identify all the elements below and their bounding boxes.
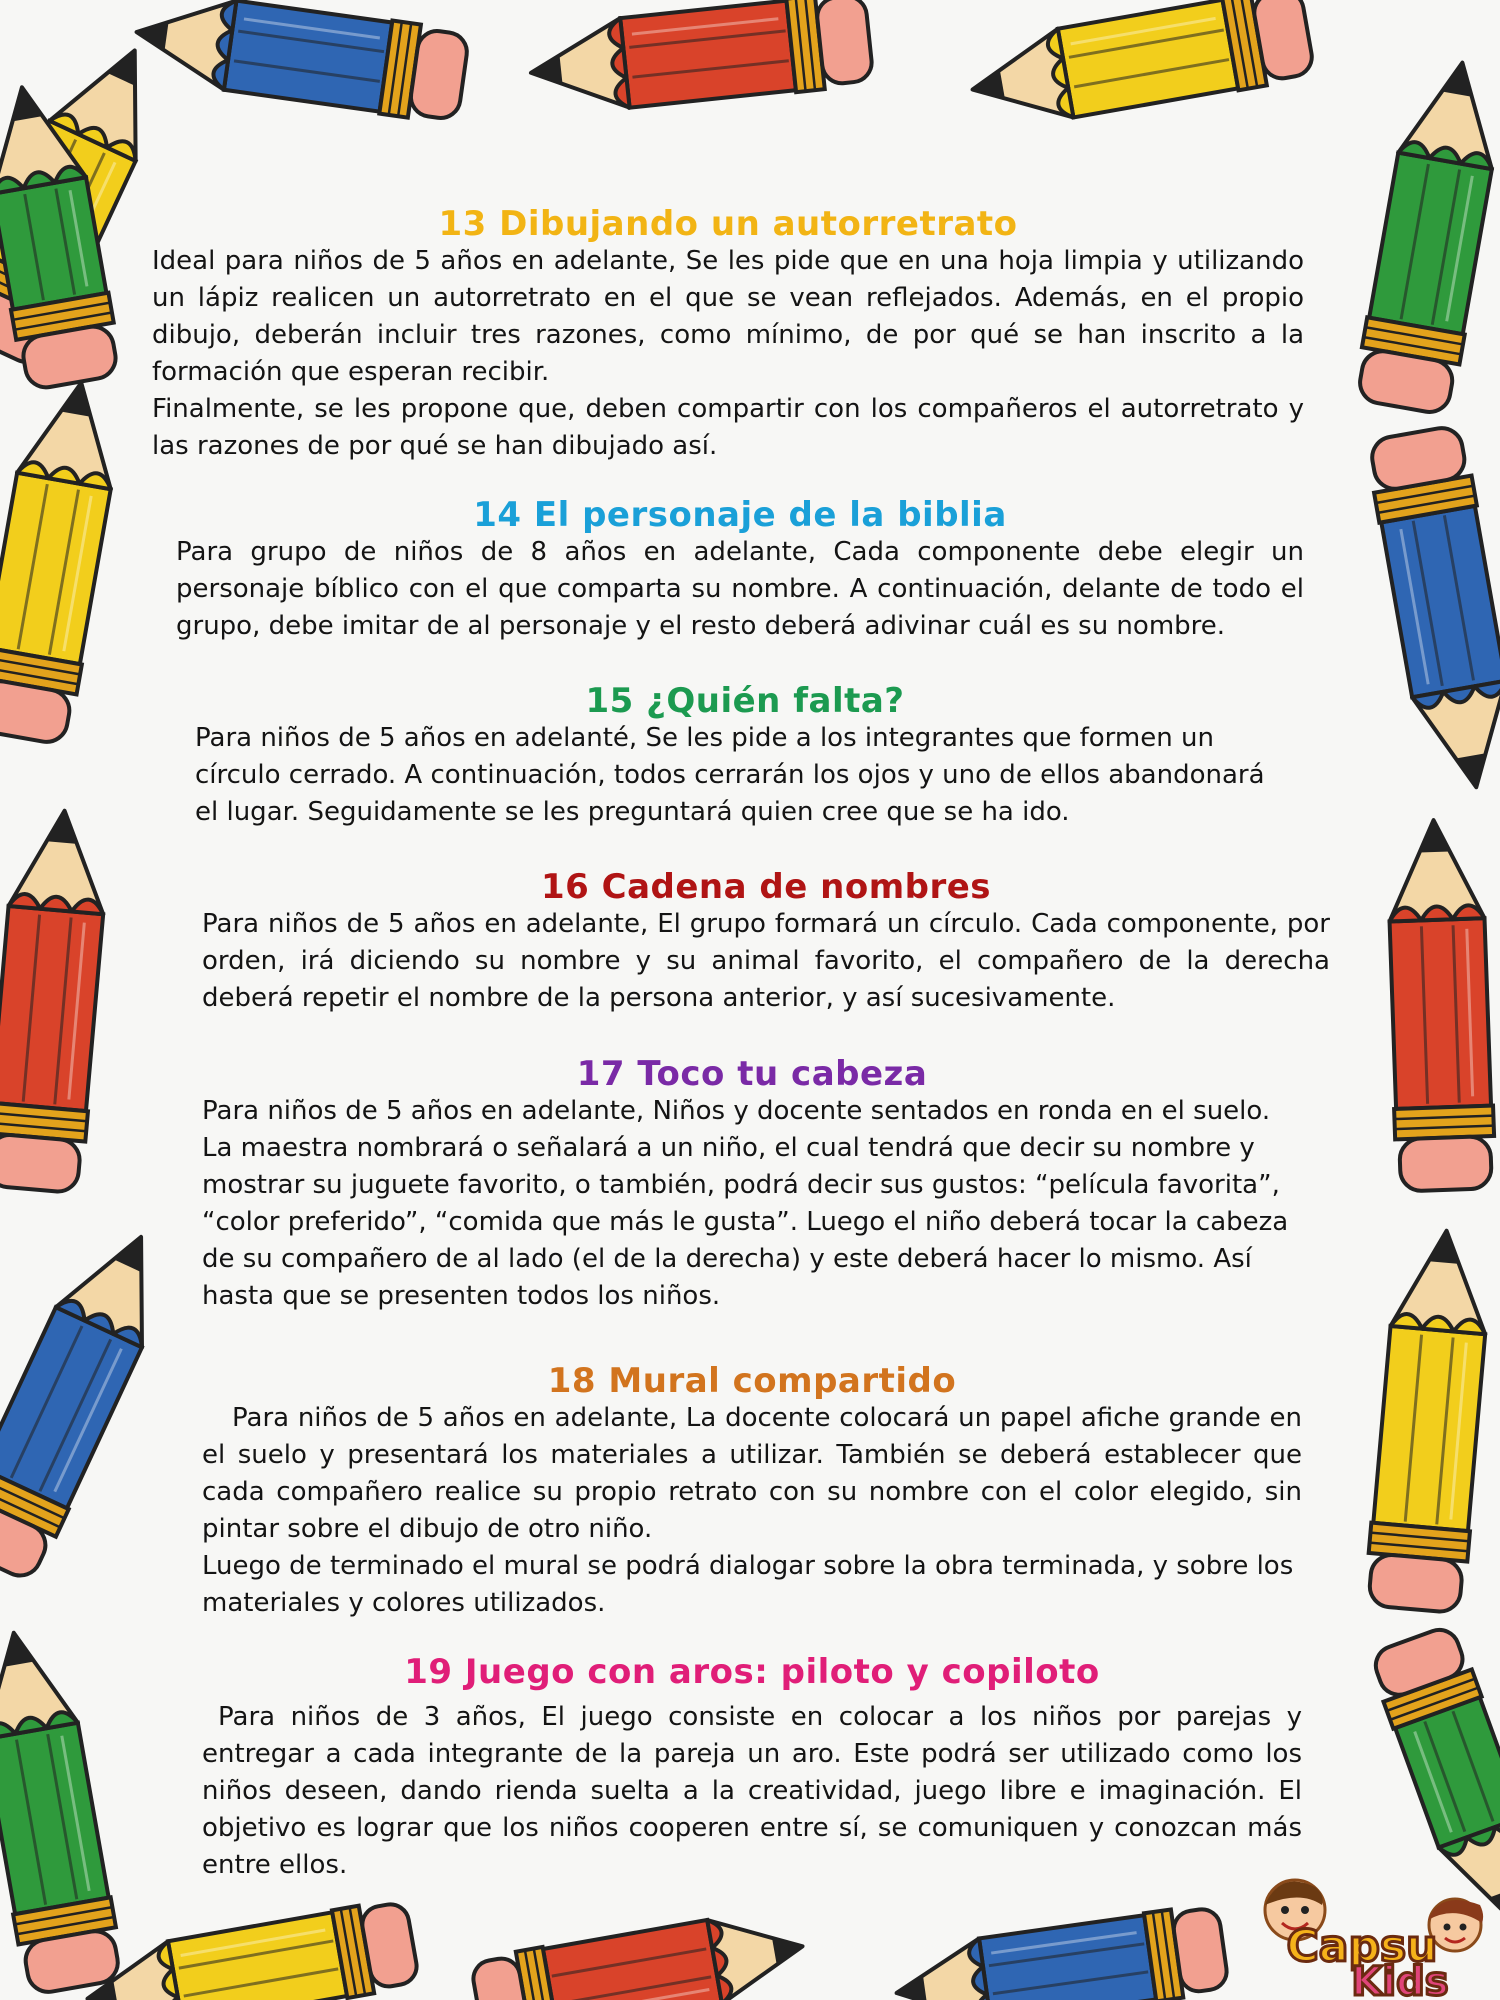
section-title: 18 Mural compartido (547, 1361, 957, 1401)
section-18 (202, 1362, 1302, 1622)
pencil-icon (1364, 1226, 1496, 1613)
pencil-icon (470, 1903, 810, 2000)
pencil-icon (964, 0, 1315, 136)
section-body (202, 1093, 1302, 1315)
logo-line2: Kids (1351, 1959, 1449, 2000)
pencil-icon (1365, 424, 1500, 796)
section-15 (195, 682, 1295, 831)
pencil-icon (526, 0, 874, 120)
section-body (202, 1400, 1302, 1622)
section-body (202, 906, 1330, 1017)
pencil-icon (0, 374, 130, 746)
section-13 (152, 205, 1304, 465)
section-title: 16 Cadena de nombres (540, 867, 992, 907)
section-title: 14 El personaje de la biblia (473, 495, 1007, 535)
capsu-kids-logo (1240, 1865, 1500, 2000)
section-17 (202, 1055, 1302, 1315)
pencil-icon (0, 1216, 186, 1584)
paragraph: Para niños de 3 años, El juego consiste en colocar a los niños por parejas y entregar a cada integrante de la pareja un aro. Este podrá ser utilizado como los niños deseen, dando rienda suelta a la creatividad, juego libre e imaginación. El objetivo es lograr que los niños cooperen entre sí, se comuniquen y conozcan más entre ellos. (202, 1702, 1302, 1880)
section-title: 17 Toco tu cabeza (576, 1054, 928, 1094)
paragraph: Finalmente, se les propone que, deben compartir con los compañeros el autorretrato y las razones de por qué se han dibujado así. (152, 394, 1304, 461)
section-body (195, 720, 1295, 831)
section-body (152, 243, 1304, 465)
pencil-icon (890, 1903, 1229, 2000)
section-title: 13 Dibujando un autorretrato (438, 204, 1018, 244)
pencil-icon (0, 806, 114, 1193)
paragraph: Para grupo de niños de 8 años en adelante, Cada componente debe elegir un personaje bíblico con el que comparta su nombre. A continuación, delante de todo el grupo, debe imitar de al personaje y el resto deberá adivinar cuál es su nombre. (176, 537, 1304, 641)
section-title: 15 ¿Quién falta? (585, 681, 905, 721)
paragraph: Ideal para niños de 5 años en adelante, Se les pide que en una hoja limpia y utilizando un lápiz realicen un autorretrato en el que se vean reflejados. Además, en el propio dibujo, deberán incluir tres razones, como mínimo, de por qué se han inscrito a la formación que esperan recibir. (152, 246, 1304, 387)
pencil-icon (1384, 818, 1496, 1191)
pencil-icon (80, 1898, 420, 2000)
pencil-icon (0, 1624, 125, 1996)
pencil-icon (1353, 54, 1500, 416)
section-body (176, 534, 1304, 645)
section-16 (202, 868, 1330, 1017)
paragraph: Para niños de 5 años en adelante, El grupo formará un círculo. Cada componente, por orden, irá diciendo su nombre y su animal favorito, el compañero de la derecha deberá repetir el nombre de la persona anterior, y así sucesivamente. (202, 909, 1330, 1013)
section-19 (202, 1653, 1302, 1884)
section-title: 19 Juego con aros: piloto y copiloto (404, 1652, 1100, 1692)
section-body (202, 1699, 1302, 1884)
paragraph: Luego de terminado el mural se podrá dialogar sobre la obra terminada, y sobre los materiales y colores utilizados. (202, 1551, 1294, 1618)
section-14 (176, 496, 1304, 645)
paragraph: Para niños de 5 años en adelante, La docente colocará un papel afiche grande en el suelo y presentará los materiales a utilizar. También se deberá establecer que cada compañero realice su propio retrato con su nombre con el color elegido, sin pintar sobre el dibujo de otro niño. (202, 1403, 1302, 1544)
paragraph: Para niños de 5 años en adelante, Niños y docente sentados en ronda en el suelo. La maestra nombrará o señalará a un niño, el cual tendrá que decir su nombre y mostrar su juguete favorito, o también, podrá decir sus gustos: “película favorita”, “color preferido”, “comida que más le gusta”. Luego el niño deberá tocar la cabeza de su compañero de al lado (el de la derecha) y este deberá hacer lo mismo. Así hasta que se presenten todos los niños. (202, 1096, 1289, 1311)
logo-line1: Capsu (1286, 1921, 1438, 1972)
pencil-icon (130, 0, 470, 125)
paragraph: Para niños de 5 años en adelanté, Se les pide a los integrantes que formen un círculo cerrado. A continuación, todos cerrarán los ojos y uno de ellos abandonará el lugar. Seguidamente se les preguntará quien cree que se ha ido. (195, 723, 1265, 827)
